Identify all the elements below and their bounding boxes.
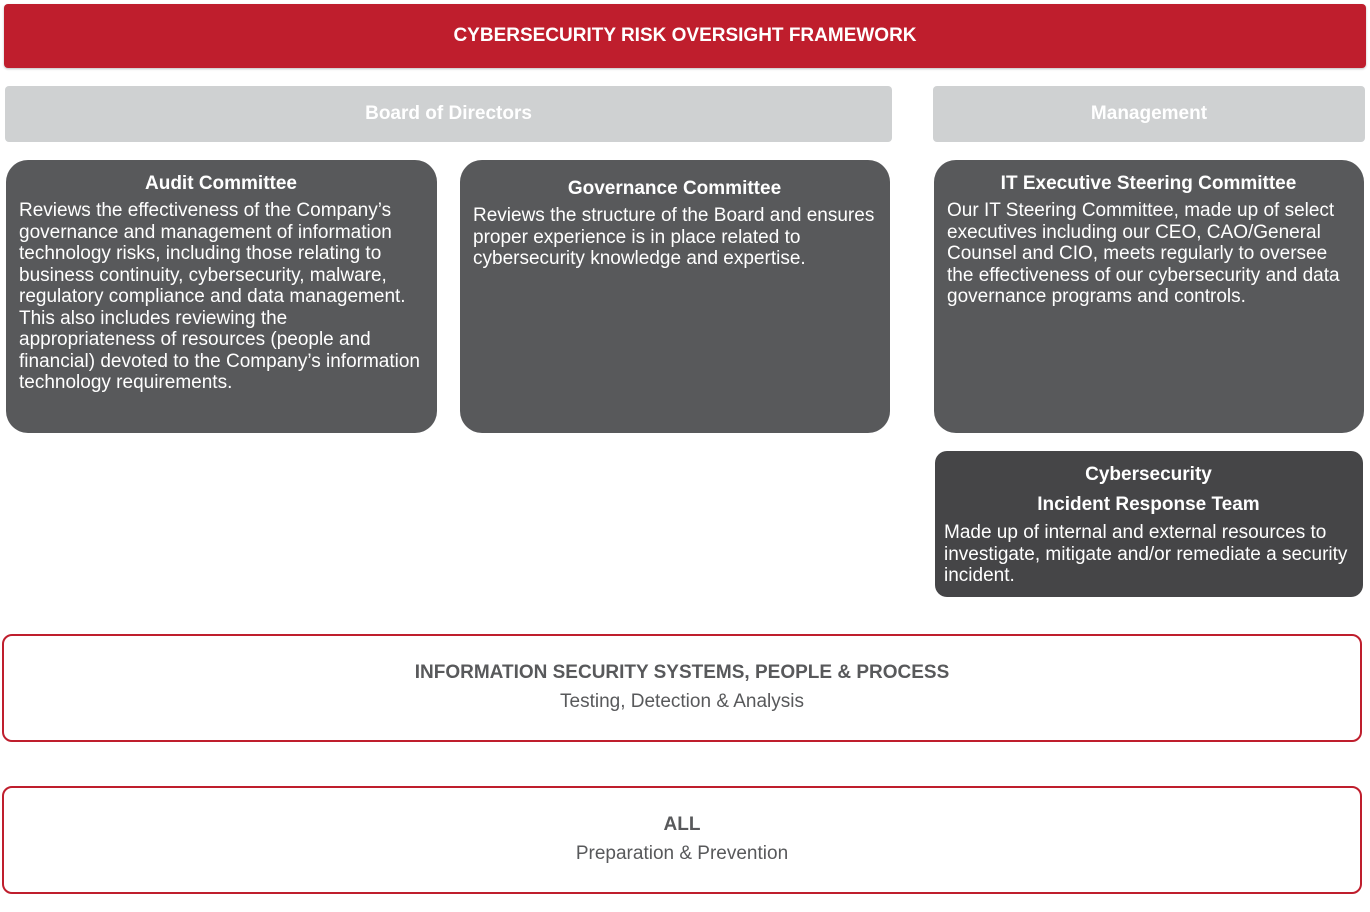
management-label: Management <box>1090 103 1208 124</box>
all-subheading: Preparation & Prevention <box>575 843 789 864</box>
incident-response-team-card <box>935 451 1363 597</box>
it-steering-committee-card <box>934 160 1364 433</box>
framework-title: CYBERSECURITY RISK OVERSIGHT FRAMEWORK <box>453 25 917 46</box>
management-header <box>933 86 1365 142</box>
information-security-layer <box>2 634 1362 742</box>
it-steering-committee-title: IT Executive Steering Committee <box>1000 173 1297 194</box>
information-security-subheading: Testing, Detection & Analysis <box>560 691 804 712</box>
all-heading: ALL <box>663 814 701 835</box>
incident-response-description: Made up of internal and external resources to investigate, mitigate and/or remediate a security incident. <box>944 522 1348 586</box>
all-layer <box>2 786 1362 894</box>
audit-committee-description: Reviews the effectiveness of the Company’s governance and management of information technology risks, including those relating to business continuity, cybersecurity, malware, regulatory compliance and data management. This also includes reviewing the appropriateness of resources (people and financial) devoted to the Company’s information technology requirements. <box>19 200 420 393</box>
audit-committee-title: Audit Committee <box>145 173 297 194</box>
audit-committee-card <box>6 160 437 433</box>
incident-response-title-line1: Cybersecurity <box>1085 464 1212 485</box>
framework-title-banner <box>4 4 1366 68</box>
it-steering-committee-description: Our IT Steering Committee, made up of select executives including our CEO, CAO/General Counsel and CIO, meets regularly to oversee the effectiveness of our cybersecurity and data governance programs and controls. <box>947 200 1340 307</box>
information-security-heading: INFORMATION SECURITY SYSTEMS, PEOPLE & PROCESS <box>414 662 950 683</box>
board-of-directors-label: Board of Directors <box>365 103 532 124</box>
governance-committee-title: Governance Committee <box>567 178 782 199</box>
incident-response-title-line2: Incident Response Team <box>1037 494 1260 515</box>
governance-committee-card <box>460 160 890 433</box>
governance-committee-description: Reviews the structure of the Board and ensures proper experience is in place related to cybersecurity knowledge and expertise. <box>473 205 875 269</box>
board-of-directors-header <box>5 86 892 142</box>
